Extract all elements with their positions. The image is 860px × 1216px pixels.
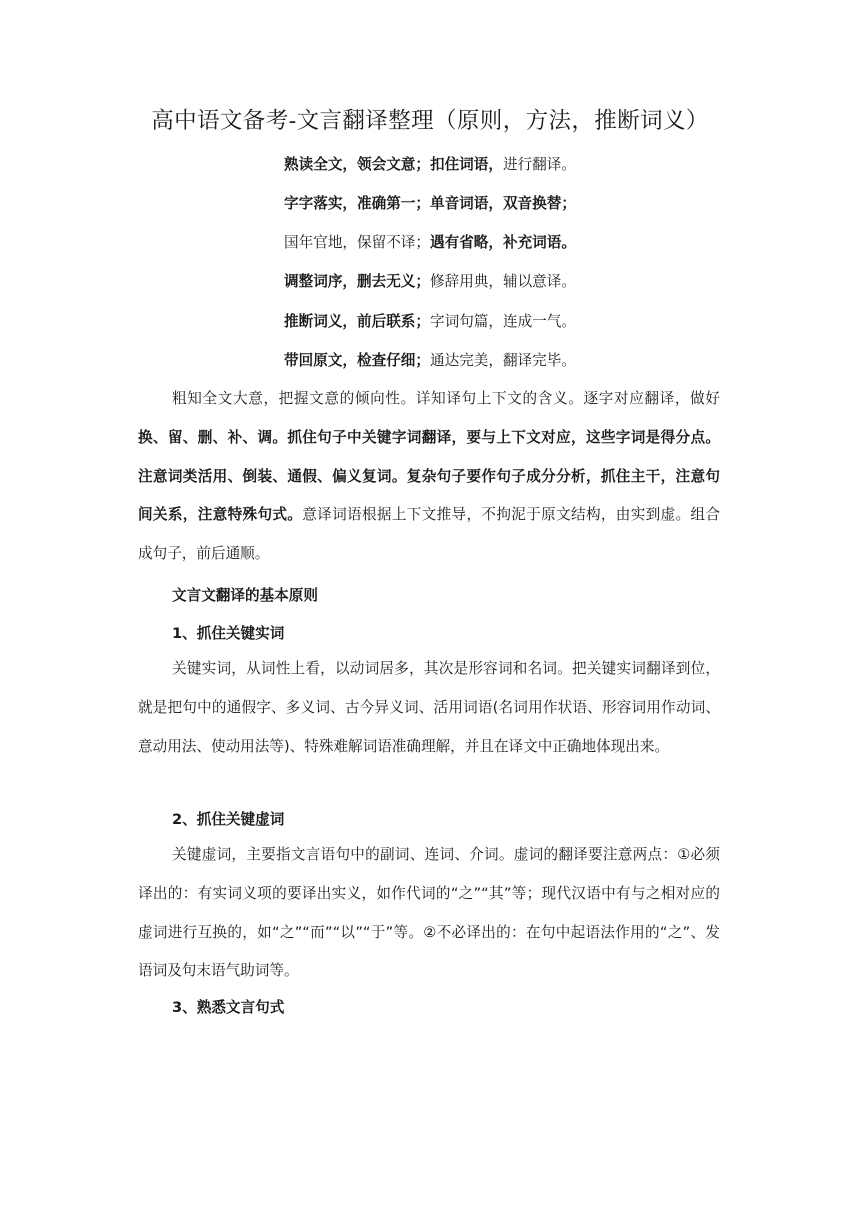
verse-line-4: 调整词序，删去无义；修辞用典，辅以意译。	[284, 273, 576, 290]
verse-line-2: 字字落实，准确第一；单音词语，双音换替；	[284, 195, 576, 212]
section-body-2: 关键虚词，主要指文言语句中的副词、连词、介词。虚词的翻译要注意两点：①必须译出的：有实词义项的要译出实义，如作代词的“之”“其”等；现代汉语中有与之相对应的虚词进行互换的，如“之”“而”“以”“于”等。②不必译出的：在句中起语法作用的“之”、发语词及句末语气助词等。	[138, 846, 720, 980]
verse-line-1: 熟读全文，领会文意；扣住词语，进行翻译。	[284, 156, 576, 173]
verse-line-3: 国年官地，保留不译；遇有省略，补充词语。	[284, 234, 576, 251]
section-heading-2: 2、抓住关键虚词	[172, 811, 285, 828]
section-heading-1: 1、抓住关键实词	[172, 625, 285, 642]
intro-paragraph: 粗知全文大意，把握文意的倾向性。详知译句上下文的含义。逐字对应翻译，做好换、留、删、补、调。抓住句子中关键字词翻译，要与上下文对应，这些字词是得分点。注意词类活用、倒装、通假、偏义复词。复杂句子要作句子成分分析，抓住主干，注意句间关系，注意特殊句式。意译词语根据上下文推导，不拘泥于原文结构，由实到虚。组合成句子，前后通顺。	[138, 390, 720, 563]
section-heading-3: 3、熟悉文言句式	[172, 999, 285, 1016]
verse-line-5: 推断词义，前后联系；字词句篇，连成一气。	[284, 313, 576, 330]
section-title: 文言文翻译的基本原则	[172, 587, 318, 604]
document-title: 高中语文备考-文言翻译整理（原则，方法，推断词义）	[151, 108, 709, 134]
section-body-1: 关键实词，从词性上看，以动词居多，其次是形容词和名词。把关键实词翻译到位，就是把句中的通假字、多义词、古今异义词、活用词语(名词用作状语、形容词用作动词、意动用法、使动用法等)、特殊难解词语准确理解，并且在译文中正确地体现出来。	[138, 660, 720, 755]
verse-line-6: 带回原文，检查仔细；通达完美，翻译完毕。	[284, 352, 576, 369]
